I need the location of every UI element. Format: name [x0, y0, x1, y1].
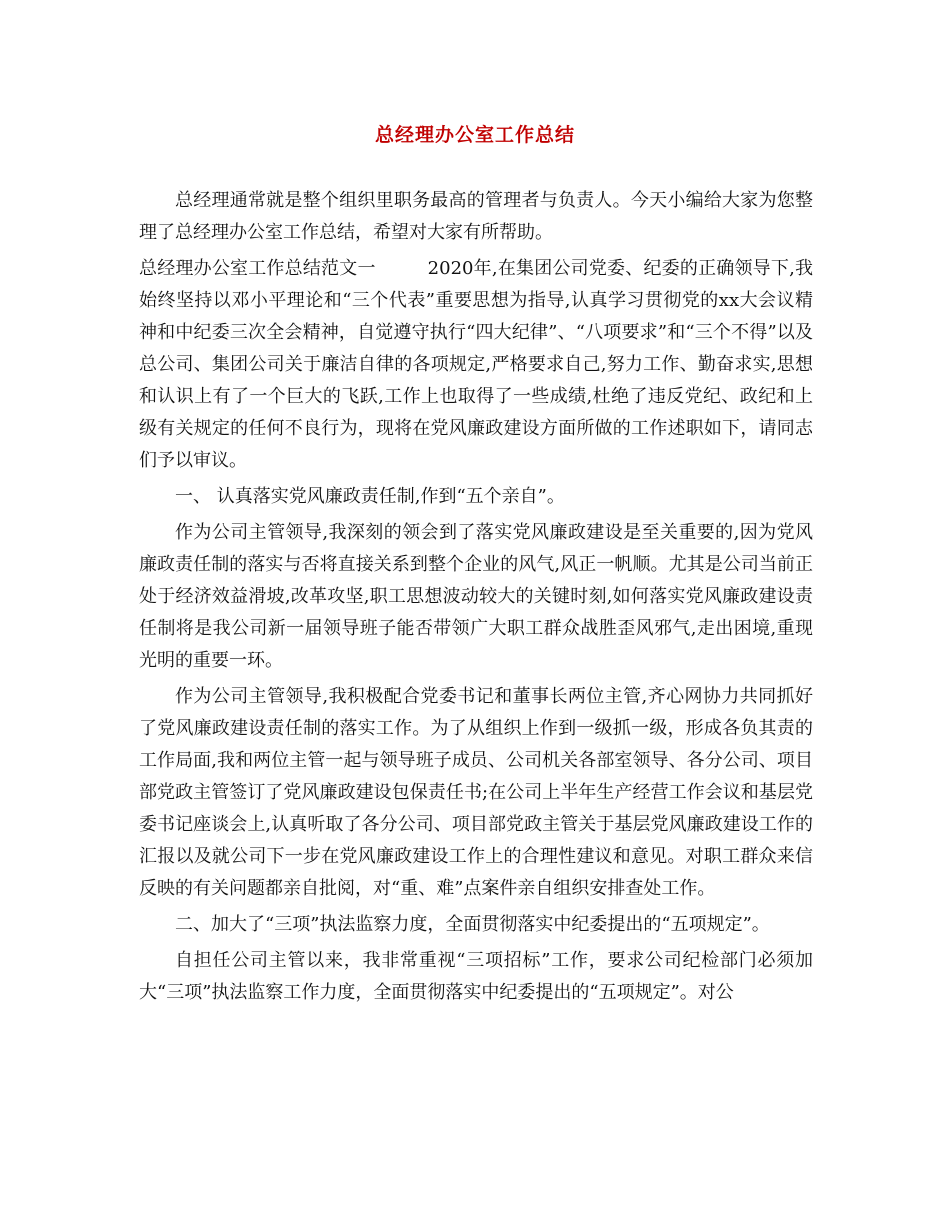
section1-paragraph-1: 作为公司主管领导,我深刻的领会到了落实党风廉政建设是至关重要的,因为党风廉政责任制的落实与否将直接关系到整个企业的风气,风正一帆顺。尤其是公司当前正处于经济效益滑坡,改革攻坚,职工思想波动较大的关键时刻,如何落实党风廉政建设责任制将是我公司新一届领导班子能否带领广大职工群众战胜歪风邪气,走出困境,重现光明的重要一环。	[139, 522, 813, 671]
section1-paragraph-2: 作为公司主管领导,我积极配合党委书记和董事长两位主管,齐心网协力共同抓好了党风廉政建设责任制的落实工作。为了从组织上作到一级抓一级，形成各负其责的工作局面,我和两位主管一起与领导班子成员、公司机关各部室领导、各分公司、项目部党政主管签订了党风廉政建设包保责任书;在公司上半年生产经营工作会议和基层党委书记座谈会上,认真听取了各分公司、项目部党政主管关于基层党风廉政建设工作的汇报以及就公司下一步在党风廉政建设工作上的合理性建议和意见。对职工群众来信反映的有关问题都亲自批阅，对“重、难”点案件亲自组织安排查处工作。	[139, 686, 813, 899]
section2-paragraph-1: 自担任公司主管以来，我非常重视“三项招标”工作，要求公司纪检部门必须加大“三项”执法监察工作力度，全面贯彻落实中纪委提出的“五项规定”。对公	[139, 950, 813, 1003]
sample-first-paragraph: 2020年,在集团公司党委、纪委的正确领导下,我始终坚持以邓小平理论和“三个代表”重要思想为指导,认真学习贯彻党的xx大会议精神和中纪委三次全会精神，自觉遵守执行“四大纪律”、“八项要求”和“三个不得”以及总公司、集团公司关于廉洁自律的各项规定,严格要求自己,努力工作、勤奋求实,思想和认识上有了一个巨大的飞跃,工作上也取得了一些成绩,杜绝了违反党纪、政纪和上级有关规定的任何不良行为，现将在党风廉政建设方面所做的工作述职如下，请同志们予以审议。	[139, 258, 814, 471]
sample-paragraph	[139, 253, 813, 477]
section2-heading: 二、加大了“三项”执法监察力度，全面贯彻落实中纪委提出的“五项规定”。	[175, 914, 770, 935]
sample-heading: 总经理办公室工作总结范文一	[139, 258, 376, 279]
document-title: 总经理办公室工作总结	[374, 124, 575, 146]
document-body	[139, 185, 813, 1013]
section1-heading: 一、 认真落实党风廉政责任制,作到“五个亲自”。	[175, 486, 565, 507]
intro-paragraph: 总经理通常就是整个组织里职务最高的管理者与负责人。今天小编给大家为您整理了总经理办公室工作总结，希望对大家有所帮助。	[139, 190, 813, 243]
